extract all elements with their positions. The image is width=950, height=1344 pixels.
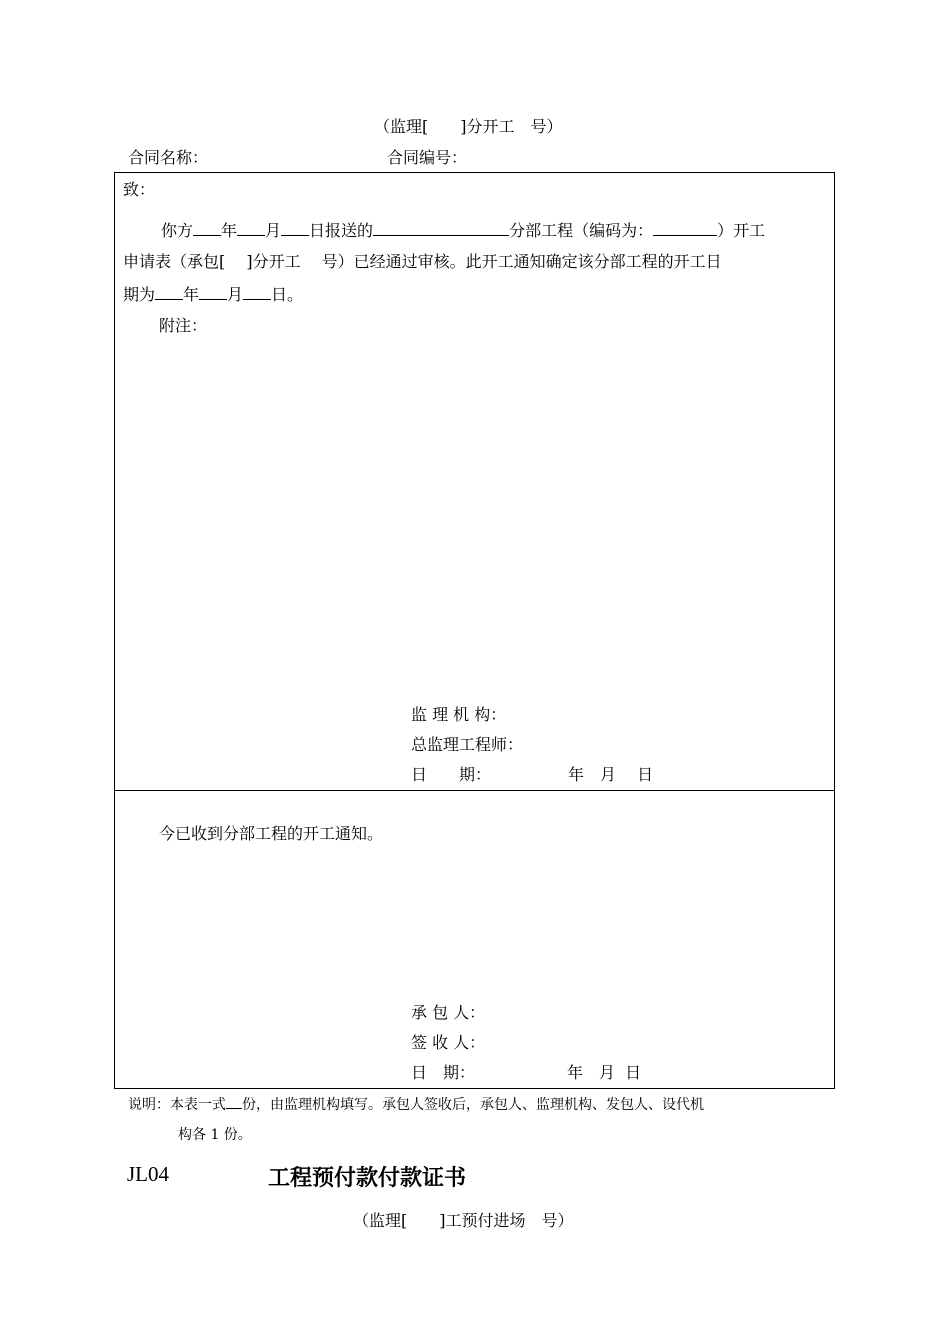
receipt-date-value: 年 月 日 [567, 1063, 642, 1082]
receipt-text: 今已收到分部工程的开工通知。 [159, 824, 384, 843]
sub-project-blank [373, 221, 509, 236]
contract-name-label: 合同名称： [128, 148, 209, 167]
next-form-code: JL04 [127, 1162, 169, 1186]
copies-blank [226, 1096, 242, 1109]
notice-line-2: 申请表（承包[ ]分开工 号）已经通过审核。此开工通知确定该分部工程的开工日 [123, 252, 722, 271]
code-blank [653, 221, 717, 236]
start-day-blank [243, 285, 271, 300]
chief-engineer-label: 总监理工程师： [411, 735, 524, 754]
signer-label: 签 收 人： [411, 1033, 486, 1052]
contract-no-label: 合同编号： [387, 148, 468, 167]
month-blank [237, 221, 265, 236]
start-month-blank [199, 285, 227, 300]
receipt-date-label: 日 期： [411, 1063, 476, 1082]
contractor-label: 承 包 人： [411, 1003, 486, 1022]
next-form-title: 工程预付款付款证书 [268, 1166, 467, 1191]
start-year-blank [155, 285, 183, 300]
next-form-number: （监理[ ]工预付进场 号） [353, 1211, 574, 1230]
note-line-1: 说明：本表一式 份，由监理机构填写。承包人签收后，承包人、监理机构、发包人、设代机 [128, 1097, 704, 1113]
notice-line-3: 期为 年 月 日。 [123, 285, 304, 304]
day-blank [281, 221, 309, 236]
notice-line-1: 你方 年 月 日报送的 分部工程（编码为： ）开工 [161, 221, 766, 240]
to-label: 致： [123, 180, 156, 199]
note-line-2: 构各 1 份。 [178, 1127, 252, 1143]
form-number: （监理[ ]分开工 号） [374, 117, 563, 136]
year-blank [193, 221, 221, 236]
supervisor-date-label: 日 期： [411, 765, 492, 784]
supervisor-org-label: 监 理 机 构： [411, 705, 507, 724]
supervisor-date-value: 年 月 日 [568, 765, 654, 784]
attachment-label: 附注： [159, 316, 208, 335]
